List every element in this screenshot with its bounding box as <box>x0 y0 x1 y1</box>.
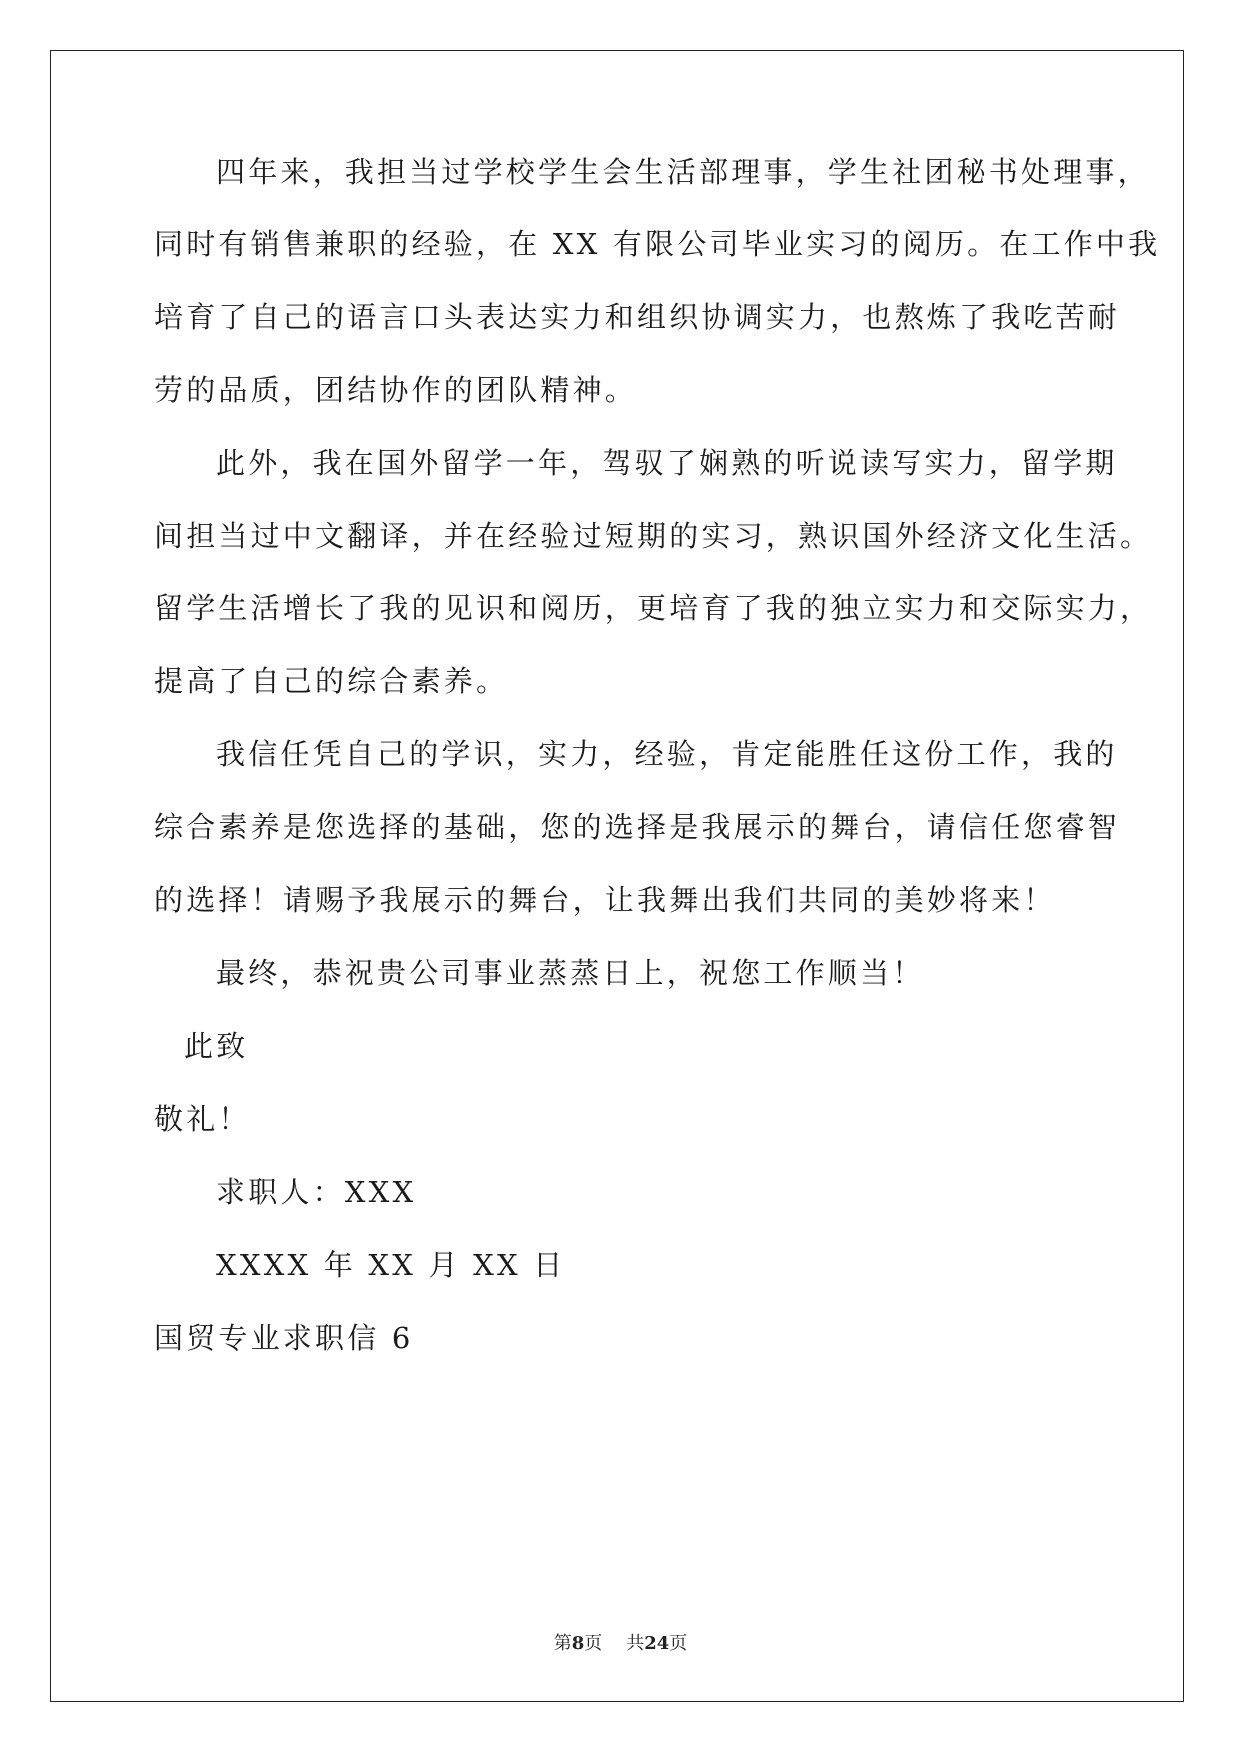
paragraph-1-line-1: 四年来，我担当过学校学生会生活部理事，学生社团秘书处理事， <box>216 155 1150 189</box>
paragraph-2-line-1: 此外，我在国外留学一年，驾驭了娴熟的听说读写实力，留学期 <box>216 446 1118 480</box>
page-footer <box>0 1632 1241 1656</box>
footer-total-prefix: 共 <box>626 1633 645 1654</box>
paragraph-2-line-3: 留学生活增长了我的见识和阅历，更培育了我的独立实力和交际实力， <box>154 591 1153 625</box>
paragraph-3-line-3: 的选择！请赐予我展示的舞台，让我舞出我们共同的美妙将来！ <box>154 883 1056 917</box>
salute-text: 敬礼！ <box>154 1102 251 1136</box>
footer-total-pages: 24 <box>644 1633 670 1654</box>
signature-text: 求职人：XXX <box>216 1175 417 1209</box>
paragraph-4-line-1: 最终，恭祝贵公司事业蒸蒸日上，祝您工作顺当！ <box>216 956 925 990</box>
paragraph-1-line-2: 同时有销售兼职的经验，在 XX 有限公司毕业实习的阅历。在工作中我 <box>154 227 1161 261</box>
paragraph-2-line-2: 间担当过中文翻译，并在经验过短期的实习，熟识国外经济文化生活。 <box>154 519 1153 553</box>
next-letter-heading: 国贸专业求职信 6 <box>154 1321 414 1355</box>
paragraph-1-line-3: 培育了自己的语言口头表达实力和组织协调实力，也熬炼了我吃苦耐 <box>154 300 1121 334</box>
date-text: XXXX 年 XX 月 XX 日 <box>216 1248 566 1282</box>
paragraph-3-line-2: 综合素养是您选择的基础，您的选择是我展示的舞台，请信任您睿智 <box>154 810 1121 844</box>
footer-page-number: 8 <box>571 1633 585 1654</box>
footer-total-suffix: 页 <box>669 1633 688 1654</box>
paragraph-1-line-4: 劳的品质，团结协作的团队精神。 <box>154 373 638 407</box>
paragraph-2-line-4: 提高了自己的综合素养。 <box>154 664 509 698</box>
footer-page-suffix: 页 <box>584 1633 603 1654</box>
footer-prefix: 第 <box>553 1633 572 1654</box>
closing-text: 此致 <box>184 1029 249 1063</box>
paragraph-3-line-1: 我信任凭自己的学识，实力，经验，肯定能胜任这份工作，我的 <box>216 737 1118 771</box>
